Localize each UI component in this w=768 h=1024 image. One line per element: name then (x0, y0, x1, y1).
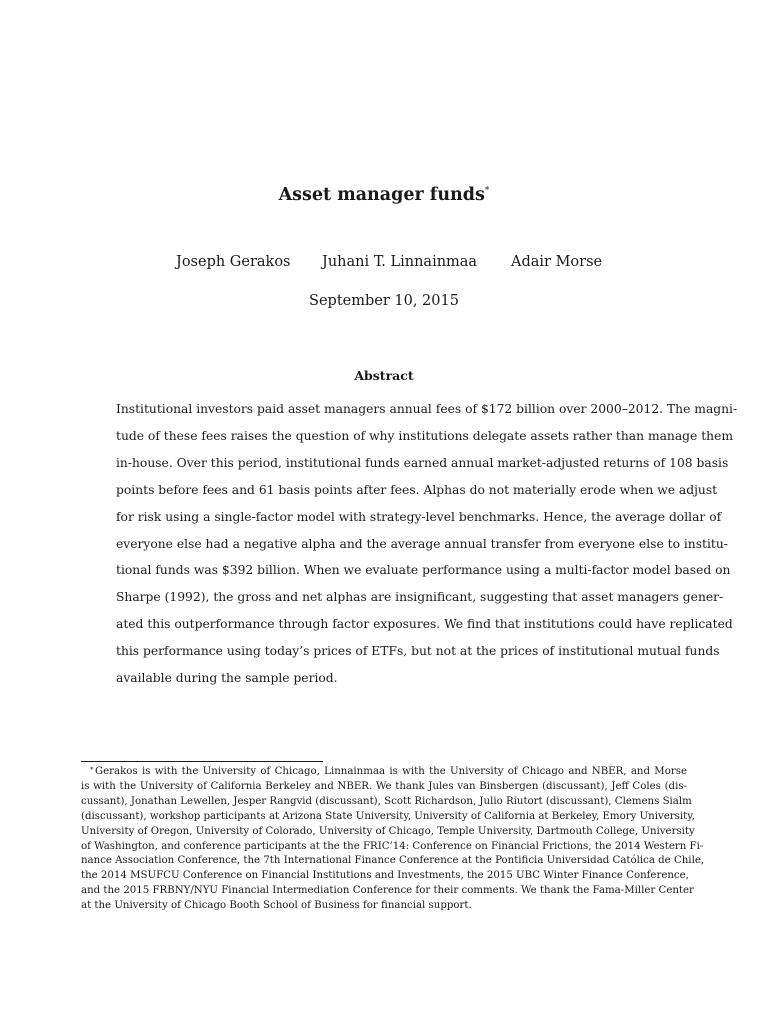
paper-title (0, 185, 768, 205)
footnote-line: is with the University of California Berkeley and NBER. We thank Jules van Binsbergen (discussant), Jeff Coles (dis- (81, 780, 687, 792)
footnote-rule (81, 761, 323, 762)
abstract-line: this performance using today’s prices of ETFs, but not at the prices of institutional mutual funds (116, 644, 720, 659)
footnote-line: of Washington, and conference participants at the the FRIC’14: Conference on Financial Frictions, the 2014 Western Fi- (81, 840, 704, 852)
abstract-line: available during the sample period. (116, 671, 338, 686)
abstract-line: points before fees and 61 basis points after fees. Alphas do not materially erode when we adjust (116, 482, 718, 497)
abstract-body (116, 396, 738, 692)
footnote-line: nance Association Conference, the 7th International Finance Conference at the Pontificia Universidad Católica de Chile, (81, 855, 705, 867)
footnote (81, 765, 705, 914)
abstract-line: for risk using a single-factor model with strategy-level benchmarks. Hence, the average dollar of (116, 509, 722, 524)
footnote-line: University of Oregon, University of Colorado, University of Chicago, Temple University, Dartmouth College, University (81, 825, 695, 837)
abstract-line: tude of these fees raises the question of why institutions delegate assets rather than manage them (116, 428, 734, 443)
footnote-line: and the 2015 FRBNY/NYU Financial Intermediation Conference for their comments. We thank the Fama-Miller Center (81, 885, 694, 897)
abstract-line: everyone else had a negative alpha and the average annual transfer from everyone else to institu- (116, 536, 728, 551)
abstract-line: ated this outperformance through factor exposures. We find that institutions could have replicated (116, 617, 733, 632)
footnote-line: Gerakos is with the University of Chicago, Linnainmaa is with the University of Chicago and NBER, and Morse (95, 766, 687, 777)
author-name: Joseph Gerakos (176, 254, 291, 270)
footnote-line: at the University of Chicago Booth School of Business for financial support. (81, 900, 472, 912)
abstract-line: Sharpe (1992), the gross and net alphas are insignificant, suggesting that asset managers gener- (116, 590, 724, 605)
footnote-line: (discussant), workshop participants at Arizona State University, University of California at Berkeley, Emory University, (81, 810, 695, 822)
paper-date: September 10, 2015 (309, 293, 459, 309)
paper-title-text: Asset manager funds (278, 185, 485, 205)
abstract-line: Institutional investors paid asset managers annual fees of $172 billion over 2000–2012. The magni- (116, 402, 738, 416)
author-name: Adair Morse (511, 254, 603, 270)
footnote-mark: * (90, 766, 94, 774)
abstract-line: in-house. Over this period, institutional funds earned annual market-adjusted returns of 108 basis (116, 455, 729, 470)
footnote-line: the 2014 MSUFCU Conference on Financial Institutions and Investments, the 2015 UBC Winter Finance Conference, (81, 870, 689, 882)
title-footnote-mark: * (484, 186, 490, 197)
author-name: Juhani T. Linnainmaa (322, 254, 478, 270)
abstract-heading: Abstract (354, 368, 414, 383)
footnote-line: cussant), Jonathan Lewellen, Jesper Rangvid (discussant), Scott Richardson, Julio Riutort (discussant), Clemens Sialm (81, 795, 692, 807)
abstract-line: tional funds was $392 billion. When we evaluate performance using a multi-factor model based on (116, 563, 731, 578)
